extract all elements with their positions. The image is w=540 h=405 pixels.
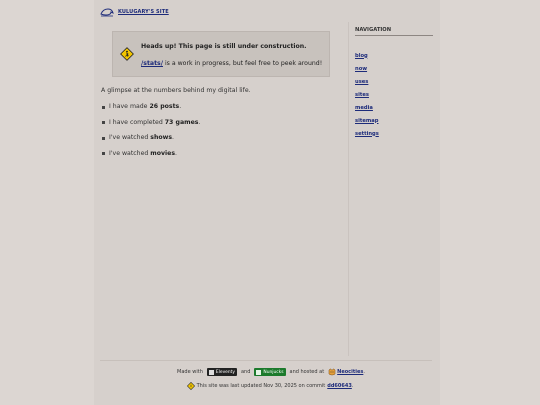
intro-text: A glimpse at the numbers behind my digital life. (101, 87, 251, 94)
commit-suffix: . (351, 383, 354, 389)
sidebar-divider (348, 22, 349, 356)
eleventy-icon (209, 370, 214, 375)
construction-notice (112, 31, 330, 77)
site-title-link[interactable]: KULUGARY'S SITE (118, 9, 169, 15)
whale-logo-icon (100, 6, 114, 18)
nav-item-now[interactable]: now (355, 65, 368, 72)
notice-body (141, 60, 322, 67)
nav-item-media[interactable]: media (355, 104, 373, 111)
footer-credits (0, 367, 540, 377)
list-item: I've watched movies. (101, 148, 200, 164)
sidebar-navigation (355, 27, 433, 137)
nav-item-sitemap[interactable]: sitemap (355, 117, 379, 124)
and-text: and (240, 369, 251, 375)
last-updated-text: This site was last updated Nov 30, 2025 on commit (196, 383, 326, 389)
notice-body-text: is a work in progress, but feel free to peek around! (164, 60, 323, 67)
nav-item-sites[interactable]: sites (355, 91, 369, 98)
list-item: I have completed 73 games. (101, 117, 200, 133)
construction-sign-icon (187, 382, 195, 390)
nav-item-settings[interactable]: settings (355, 130, 379, 137)
list-item: I have made 26 posts. (101, 101, 200, 117)
construction-sign-icon (120, 47, 134, 61)
stats-link[interactable]: /stats/ (141, 60, 163, 67)
eleventy-badge[interactable]: Eleventy (207, 368, 237, 376)
list-item: I've watched shows. (101, 132, 200, 148)
made-with-text: Made with (177, 369, 203, 375)
nav-title: NAVIGATION (355, 27, 433, 36)
nunjucks-badge[interactable]: Nunjucks (254, 368, 285, 376)
site-header (100, 5, 169, 19)
commit-link[interactable]: dd60643 (327, 383, 352, 389)
hosted-at-text: and hosted at (289, 369, 325, 375)
stats-list (101, 101, 200, 163)
footer-divider (100, 360, 432, 361)
neocities-link[interactable]: Neocities (337, 369, 364, 375)
nav-item-blog[interactable]: blog (355, 52, 368, 59)
notice-title: Heads up! This page is still under construction. (141, 43, 307, 50)
nunjucks-icon (256, 370, 261, 375)
footer-period: . (363, 369, 365, 375)
neocities-cat-icon (328, 368, 336, 376)
footer-updated (0, 381, 540, 391)
nav-item-uses[interactable]: uses (355, 78, 369, 85)
